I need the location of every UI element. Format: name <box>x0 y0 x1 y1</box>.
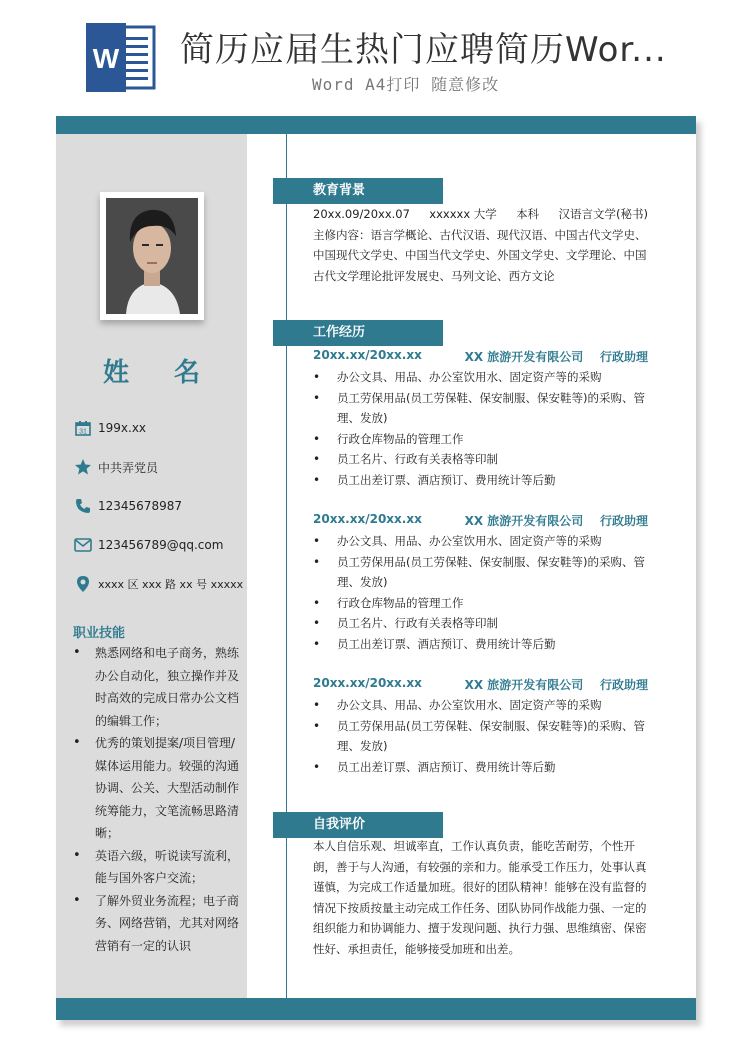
job-role: 行政助理 <box>599 514 648 528</box>
contact-birthdate <box>74 418 244 438</box>
sidebar <box>56 134 247 998</box>
education-school: xxxxxx 大学 <box>429 207 497 221</box>
duty-item: • 办公文具、用品、办公室饮用水、固定资产等的采购 <box>313 531 648 552</box>
skill-item: • 了解外贸业务流程；电子商务、网络营销，尤其对网络营销有一定的认识 <box>73 890 243 958</box>
document-title: 简历应届生热门应聘简历Wor... <box>180 30 667 70</box>
skill-item: • 优秀的策划提案/项目管理/媒体运用能力。较强的沟通协调、公关、大型活动制作统筹能力，文笔流畅思路清晰； <box>73 732 243 845</box>
candidate-name: 姓 名 <box>102 358 219 388</box>
education-period: 20xx.09/20xx.07 <box>313 207 410 221</box>
job-header <box>313 348 648 365</box>
photo-frame <box>100 192 204 320</box>
preview-header <box>0 0 750 110</box>
job-duties <box>313 531 648 654</box>
timeline-line <box>286 134 287 998</box>
self-eval-text: 本人自信乐观、坦诚率直，工作认真负责，能吃苦耐劳，个性开朗，善于与人沟通，有较强的亲和力。能承受工作压力，处事认真谨慎，为完成工作适量加班。很好的团队精神！能够在没有监督的情况下按质按量主动完成工作任务、团队协同作战能力强、一定的组织能力和协调能力、擅于发现问题、执行力强、思维缜密、保密性好、承担责任，能够接受加班和出差。 <box>313 839 647 956</box>
job-duties <box>313 695 648 777</box>
job-header <box>313 512 648 529</box>
education-content <box>313 204 648 286</box>
skills-title: 职业技能 <box>73 626 126 641</box>
duty-item: • 员工劳保用品(员工劳保鞋、保安制服、保安鞋等)的采购、管理、发放) <box>313 388 648 429</box>
duty-item: • 行政仓库物品的管理工作 <box>313 593 648 614</box>
duty-item: • 员工劳保用品(员工劳保鞋、保安制服、保安鞋等)的采购、管理、发放) <box>313 552 648 593</box>
job-company: XX 旅游开发有限公司 <box>464 514 584 528</box>
word-icon-letter: W <box>92 43 120 74</box>
duty-item: • 员工出差订票、酒店预订、费用统计等后勤 <box>313 634 648 655</box>
education-row <box>313 204 648 225</box>
contact-email <box>74 535 244 555</box>
contact-address <box>74 574 244 594</box>
top-band <box>56 116 696 134</box>
job-period: 20xx.xx/20xx.xx <box>313 348 422 362</box>
document-subtitle: Word A4打印 随意修改 <box>312 75 500 94</box>
duty-item: • 员工出差订票、酒店预订、费用统计等后勤 <box>313 757 648 778</box>
job-company: XX 旅游开发有限公司 <box>464 678 584 692</box>
star-icon <box>74 458 92 476</box>
duty-item: • 员工名片、行政有关表格等印制 <box>313 449 648 470</box>
political-text: 中共弄党员 <box>98 460 159 475</box>
word-document-icon <box>86 23 157 92</box>
duty-item: • 员工劳保用品(员工劳保鞋、保安制服、保安鞋等)的采购、管理、发放) <box>313 716 648 757</box>
self-eval-heading: 自我评价 <box>273 812 443 838</box>
contact-political <box>74 457 244 477</box>
portrait-graphic <box>106 198 198 314</box>
job-company: XX 旅游开发有限公司 <box>464 350 584 364</box>
duty-item: • 办公文具、用品、办公室饮用水、固定资产等的采购 <box>313 367 648 388</box>
duty-item: • 员工名片、行政有关表格等印制 <box>313 613 648 634</box>
phone-text: 12345678987 <box>98 499 182 513</box>
duty-item: • 行政仓库物品的管理工作 <box>313 429 648 450</box>
job-role: 行政助理 <box>599 350 648 364</box>
calendar-icon <box>74 419 92 437</box>
bottom-band <box>56 998 696 1020</box>
education-heading: 教育背景 <box>273 178 443 204</box>
job-duties <box>313 367 648 490</box>
education-major: 汉语言文学(秘书) <box>558 207 648 221</box>
profile-photo <box>106 198 198 314</box>
address-text: xxxx 区 xxx 路 xx 号 xxxxx <box>98 578 244 591</box>
contact-phone <box>74 496 244 516</box>
skill-item: • 熟悉网络和电子商务，熟练办公自动化，独立操作并及时高效的完成日常办公文档的编辑工作； <box>73 642 243 732</box>
skill-item: • 英语六级，听说读写流利，能与国外客户交流； <box>73 845 243 890</box>
duty-item: • 办公文具、用品、办公室饮用水、固定资产等的采购 <box>313 695 648 716</box>
location-pin-icon <box>74 575 92 593</box>
skills-list <box>73 642 243 957</box>
job-period: 20xx.xx/20xx.xx <box>313 676 422 690</box>
birthdate-text: 199x.xx <box>98 421 147 435</box>
education-degree: 本科 <box>516 207 540 221</box>
resume-page <box>56 116 696 1020</box>
email-text: 123456789@qq.com <box>98 538 224 552</box>
mail-icon <box>74 536 92 554</box>
job-period: 20xx.xx/20xx.xx <box>313 512 422 526</box>
job-role: 行政助理 <box>599 678 648 692</box>
education-courses: 主修内容：语言学概论、古代汉语、现代汉语、中国古代文学史、中国现代文学史、中国当代文学史、外国文学史、文学理论、中国古代文学理论批评发展史、马列文论、西方文论 <box>313 227 647 283</box>
phone-icon <box>74 497 92 515</box>
work-heading: 工作经历 <box>273 320 443 346</box>
svg-text:31: 31 <box>79 428 87 436</box>
duty-item: • 员工出差订票、酒店预订、费用统计等后勤 <box>313 470 648 491</box>
job-header <box>313 676 648 693</box>
